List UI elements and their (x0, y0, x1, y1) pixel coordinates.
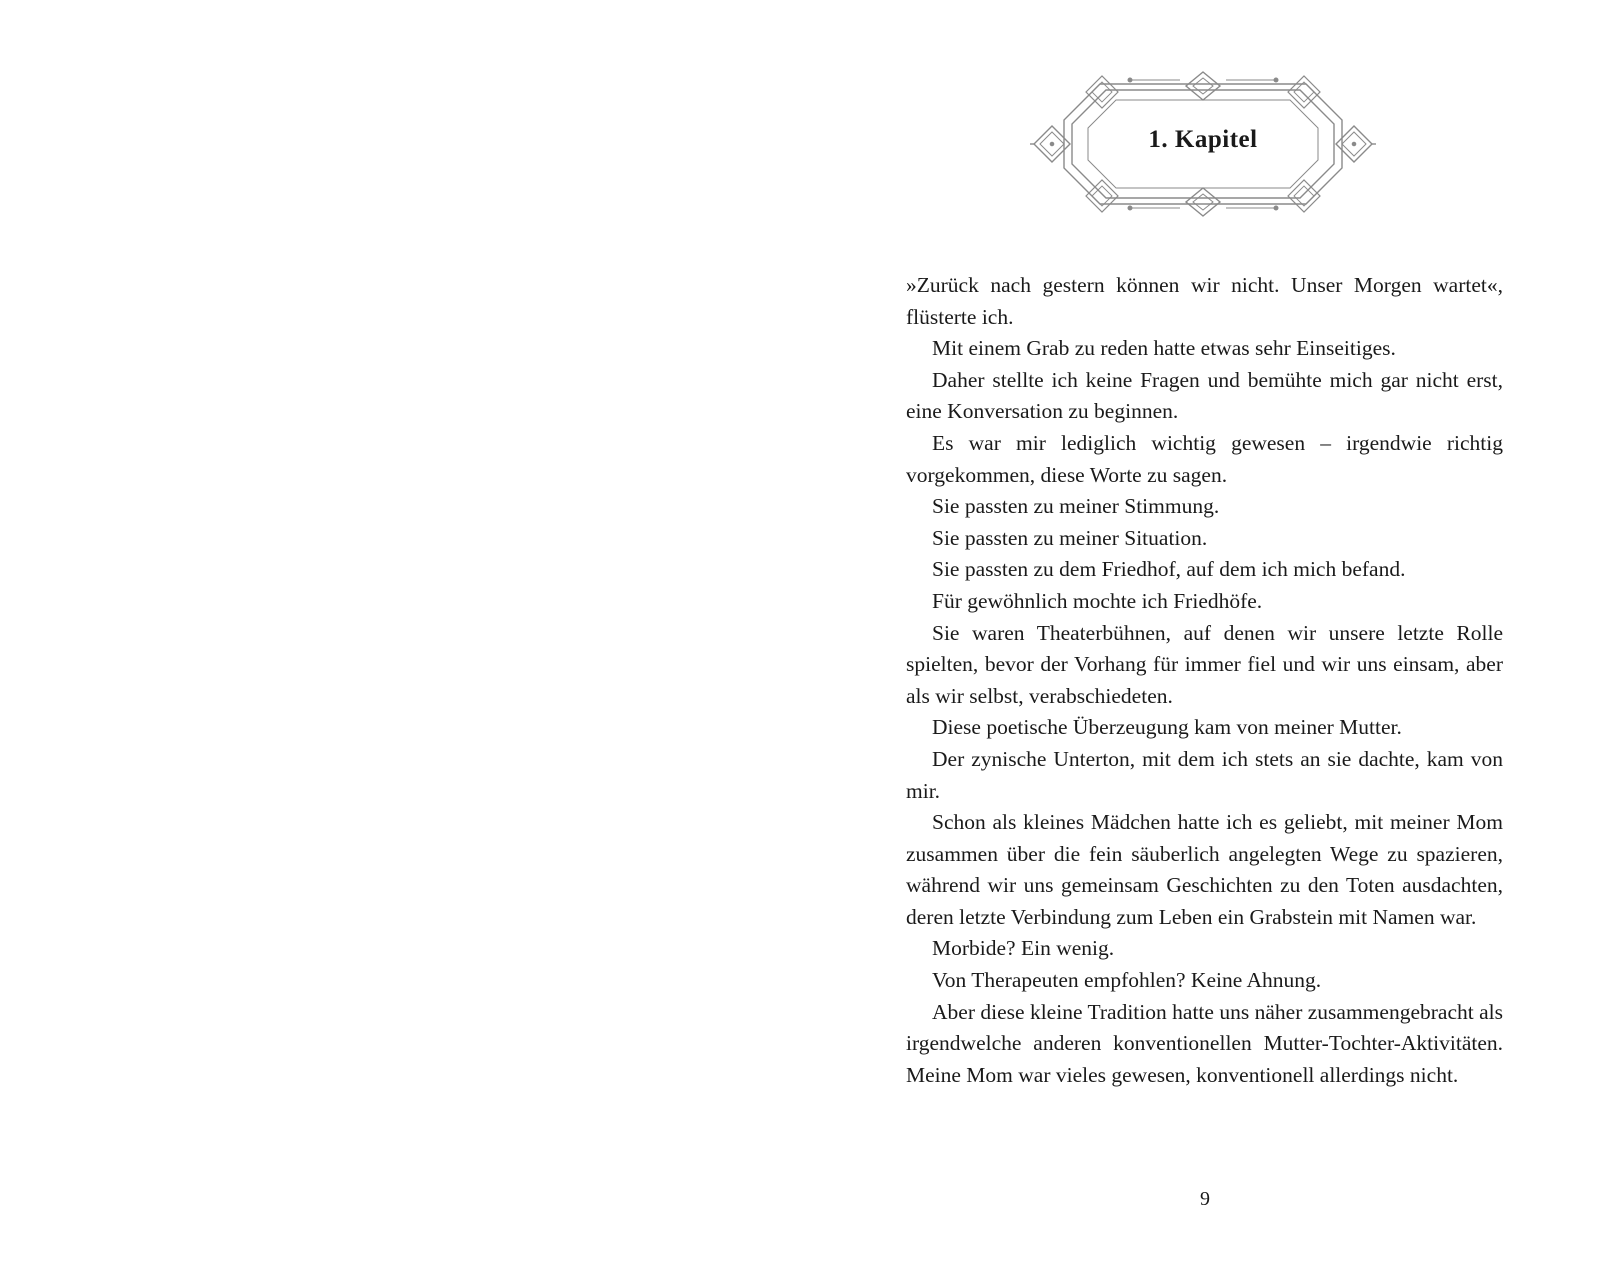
chapter-body-text (906, 270, 1503, 1091)
page-number: 9 (1200, 1188, 1210, 1210)
paragraph: Sie passten zu meiner Situation. (932, 525, 1208, 550)
paragraph: »Zurück nach gestern können wir nicht. Unser Morgen wartet«, flüsterte ich. (906, 273, 1503, 329)
paragraph: Es war mir lediglich wichtig gewesen – irgendwie richtig vorgekommen, diese Worte zu sagen. (906, 430, 1503, 487)
paragraph: Für gewöhnlich mochte ich Friedhöfe. (932, 588, 1263, 613)
paragraph: Schon als kleines Mädchen hatte ich es geliebt, mit meiner Mom zusammen über die fein säuberlich angelegten Wege zu spazieren, während wir uns gemeinsam Geschichten zu den Toten ausdachten, deren letzte Verbindung zum Leben ein Grabstein mit Namen war. (906, 810, 1503, 929)
paragraph: Sie waren Theaterbühnen, auf denen wir unsere letzte Rolle spielten, bevor der Vorhang für immer fiel und wir uns einsam, aber als wir selbst, verabschiedeten. (906, 620, 1503, 708)
paragraph: Diese poetische Überzeugung kam von meiner Mutter. (932, 715, 1402, 740)
paragraph: Morbide? Ein wenig. (932, 936, 1115, 961)
paragraph: Sie passten zu meiner Stimmung. (932, 494, 1220, 519)
paragraph: Aber diese kleine Tradition hatte uns näher zusammengebracht als irgendwelche anderen konventionellen Mutter-Tochter-Aktivitäten. Meine Mom war vieles gewesen, konventionell allerdings nicht. (906, 999, 1503, 1087)
paragraph: Mit einem Grab zu reden hatte etwas sehr Einseitiges. (932, 336, 1396, 361)
paragraph: Sie passten zu dem Friedhof, auf dem ich mich befand. (932, 557, 1406, 582)
paragraph: Der zynische Unterton, mit dem ich stets an sie dachte, kam von mir. (906, 746, 1503, 803)
chapter-title: 1. Kapitel (1148, 126, 1258, 153)
paragraph: Daher stellte ich keine Fragen und bemühte mich gar nicht erst, eine Konversation zu beginnen. (906, 367, 1503, 424)
paragraph: Von Therapeuten empfohlen? Keine Ahnung. (932, 968, 1322, 993)
